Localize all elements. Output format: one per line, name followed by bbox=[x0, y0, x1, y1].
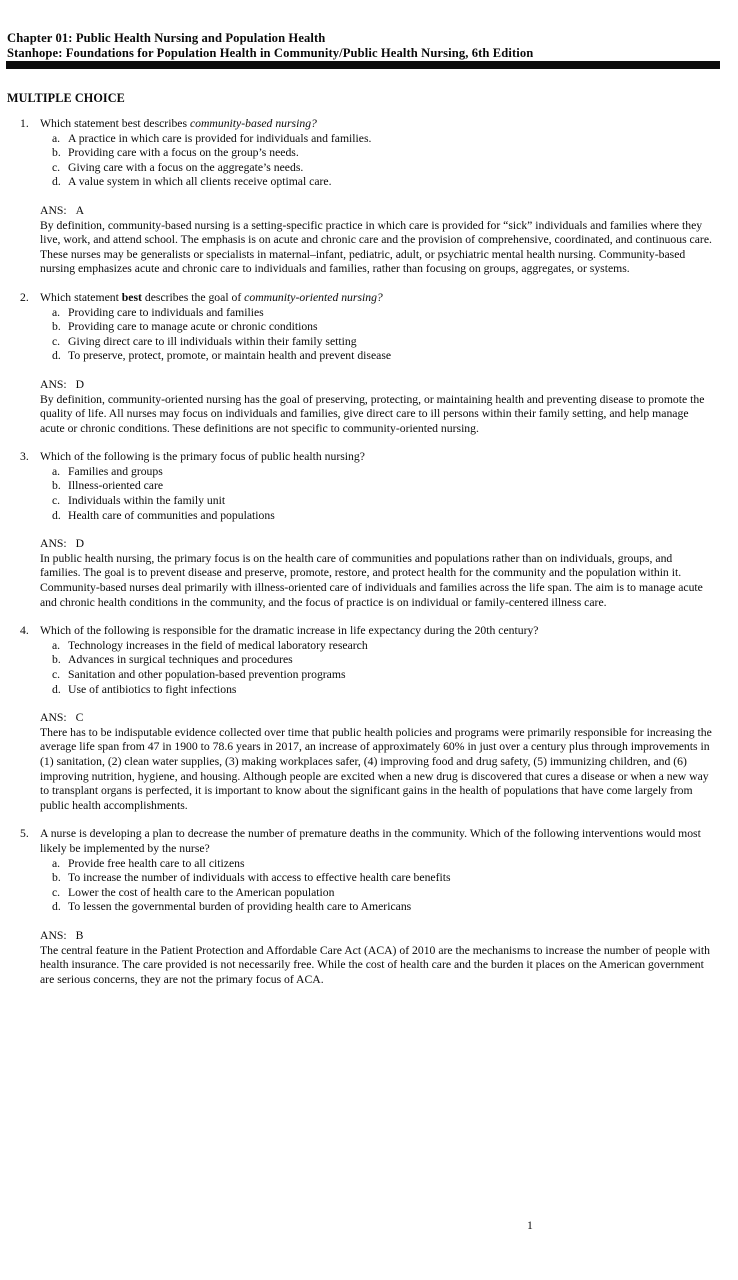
question-block bbox=[0, 827, 738, 987]
question-number: 5. bbox=[20, 827, 29, 841]
option-text: Families and groups bbox=[68, 464, 163, 478]
option-letter: b. bbox=[52, 146, 61, 160]
option-letter: a. bbox=[52, 638, 61, 652]
question-body bbox=[40, 624, 712, 813]
question-number: 1. bbox=[20, 117, 29, 130]
question-stem bbox=[40, 450, 712, 465]
option-text: Advances in surgical techniques and procedures bbox=[68, 653, 293, 667]
option-letter: b. bbox=[52, 871, 61, 885]
option-letter: a. bbox=[52, 305, 61, 319]
answer-line bbox=[40, 378, 712, 393]
stem-segment: best bbox=[121, 290, 142, 304]
answer-label: ANS: bbox=[40, 928, 67, 942]
option-text: Providing care to individuals and families bbox=[68, 305, 264, 319]
rationale: There has to be indisputable evidence collected over time that public health policies and programs were primarily responsible for increasing the average life span from 47 in 1900 to 78.6 years in 2017, an increase of approximately 60% in just over a century plus through improvements in (1) sanitation, (2) clean water supplies, (3) making workplaces safer, (4) improving food and drug safety, (5) immunizing children, and (6) improving nutrition, hygiene, and housing. Although people are excited when a new drug is discovered that cures a disease or when a new way to transplant organs is perfected, it is important to know about the significant gains in the health of populations that have come largely from public health accomplishments. bbox=[40, 725, 712, 812]
option-text: Lower the cost of health care to the American population bbox=[68, 885, 335, 899]
question-stem bbox=[40, 827, 712, 856]
option-row bbox=[40, 857, 712, 872]
option-letter: d. bbox=[52, 175, 61, 189]
question-stem bbox=[40, 291, 712, 306]
answer-letter: C bbox=[75, 711, 84, 725]
question-body bbox=[40, 291, 712, 436]
rationale: In public health nursing, the primary focus is on the health care of communities and populations rather than on individuals, groups, and families. The goal is to prevent disease and preserve, promote, restore, and protect health for the community and the population within it. Community-based nurses deal primarily with illness-oriented care of individuals and families across the life span. The aim is to manage acute and chronic health conditions in the community, and the focus of practice is on individual or family-centered illness care. bbox=[40, 551, 703, 609]
option-row bbox=[40, 465, 712, 480]
answer-letter: D bbox=[75, 377, 85, 391]
option-text: Sanitation and other population-based prevention programs bbox=[68, 668, 346, 681]
option-row bbox=[40, 306, 712, 321]
question-block bbox=[0, 450, 738, 610]
stem-segment: Which statement best describes bbox=[40, 117, 190, 130]
option-text: To increase the number of individuals with access to effective health care benefits bbox=[68, 871, 451, 885]
answer-label: ANS: bbox=[40, 203, 67, 217]
question-number: 3. bbox=[20, 450, 29, 464]
option-row bbox=[40, 349, 712, 364]
stem-segment: A nurse is developing a plan to decrease the number of premature deaths in the community. Which of the following interventions would most likely be implemented by the nurse? bbox=[40, 827, 701, 855]
option-letter: b. bbox=[52, 653, 61, 667]
options-list bbox=[40, 465, 712, 523]
stem-segment: describes the goal of bbox=[141, 290, 245, 304]
question-row bbox=[0, 624, 712, 813]
book-title: Stanhope: Foundations for Population Health in Community/Public Health Nursing, 6th Edition bbox=[7, 46, 534, 60]
option-text: Use of antibiotics to fight infections bbox=[68, 682, 237, 696]
option-row bbox=[40, 871, 712, 886]
question-row bbox=[0, 117, 712, 277]
stem-segment: Which of the following is the primary focus of public health nursing? bbox=[40, 450, 365, 464]
question-row bbox=[0, 291, 712, 436]
question-block bbox=[0, 117, 738, 277]
option-text: Providing care to manage acute or chronic conditions bbox=[68, 320, 318, 334]
answer-label: ANS: bbox=[40, 377, 67, 391]
question-stem bbox=[40, 117, 712, 132]
option-letter: c. bbox=[52, 668, 61, 681]
document-header bbox=[7, 31, 730, 61]
option-row bbox=[40, 479, 712, 494]
option-letter: a. bbox=[52, 856, 61, 870]
chapter-title: Chapter 01: Public Health Nursing and Population Health bbox=[7, 31, 326, 45]
question-block bbox=[0, 291, 738, 436]
option-letter: b. bbox=[52, 479, 61, 493]
option-text: Individuals within the family unit bbox=[68, 494, 226, 508]
stem-segment: community-oriented nursing? bbox=[244, 290, 383, 304]
option-row bbox=[40, 900, 712, 915]
answer-label: ANS: bbox=[40, 537, 67, 551]
question-row bbox=[0, 450, 712, 610]
stem-segment: community-based nursing? bbox=[189, 117, 317, 130]
option-letter: c. bbox=[52, 885, 61, 899]
answer-letter: B bbox=[75, 928, 84, 942]
answer-line bbox=[40, 537, 712, 552]
option-text: A practice in which care is provided for individuals and families. bbox=[68, 131, 372, 145]
option-row bbox=[40, 683, 712, 698]
option-letter: c. bbox=[52, 494, 61, 508]
stem-segment: Which statement bbox=[40, 290, 122, 304]
rationale: By definition, community-oriented nursing has the goal of preserving, protecting, or maintaining health and preventing disease to promote the quality of life. All nurses may focus on individuals and families, give direct care to ill persons within their family setting, and help manage acute or chronic conditions. These definitions are not specific to community-oriented nursing. bbox=[40, 392, 705, 435]
option-row bbox=[40, 175, 712, 190]
option-row bbox=[40, 146, 712, 161]
option-row bbox=[40, 668, 712, 683]
option-letter: d. bbox=[52, 349, 61, 363]
option-row bbox=[40, 335, 712, 350]
answer-letter: D bbox=[75, 537, 85, 551]
stem-segment: Which of the following is responsible for the dramatic increase in life expectancy during the 20th century? bbox=[40, 624, 539, 638]
options-list bbox=[40, 306, 712, 364]
header-divider-rule bbox=[6, 61, 720, 69]
option-letter: c. bbox=[52, 160, 61, 174]
option-row bbox=[40, 161, 712, 176]
option-row bbox=[40, 886, 712, 901]
question-body bbox=[40, 827, 712, 987]
rationale: By definition, community-based nursing is a setting-specific practice in which care is provided for “sick” individuals and families where they live, work, and attend school. The emphasis is on acute and chronic care and the provision of comprehensive, coordinated, and continuous care. These nurses may be generalists or specialists in maternal–infant, pediatric, adult, or psychiatric mental health nursing. Community-based nursing emphasizes acute and chronic care to individuals and families, rather than focusing on groups, aggregates, or systems. bbox=[40, 218, 712, 276]
question-row bbox=[0, 827, 712, 987]
option-row bbox=[40, 509, 712, 524]
section-title: MULTIPLE CHOICE bbox=[7, 91, 125, 105]
option-row bbox=[40, 639, 712, 654]
option-letter: a. bbox=[52, 464, 61, 478]
option-letter: d. bbox=[52, 900, 61, 914]
option-text: Illness-oriented care bbox=[68, 479, 164, 493]
answer-line bbox=[40, 929, 712, 944]
answer-line bbox=[40, 711, 712, 726]
option-row bbox=[40, 494, 712, 509]
option-text: To preserve, protect, promote, or maintain health and prevent disease bbox=[68, 349, 392, 363]
option-letter: a. bbox=[52, 131, 61, 145]
option-row bbox=[40, 653, 712, 668]
question-block bbox=[0, 624, 738, 813]
option-text: Giving care with a focus on the aggregate’s needs. bbox=[68, 160, 304, 174]
answer-label: ANS: bbox=[40, 711, 67, 725]
answer-letter: A bbox=[75, 203, 85, 217]
question-body bbox=[40, 117, 712, 277]
option-text: To lessen the governmental burden of providing health care to Americans bbox=[68, 900, 412, 914]
option-text: Technology increases in the field of medical laboratory research bbox=[68, 638, 368, 652]
option-row bbox=[40, 320, 712, 335]
option-text: Giving direct care to ill individuals within their family setting bbox=[68, 334, 357, 348]
options-list bbox=[40, 857, 712, 915]
option-text: Provide free health care to all citizens bbox=[68, 856, 245, 870]
rationale: The central feature in the Patient Protection and Affordable Care Act (ACA) of 2010 are the mechanisms to increase the number of people with health insurance. The care provided is not necessarily free. While the cost of health care and the burden it places on the American government are serious concerns, they are not the primary focus of ACA. bbox=[40, 943, 710, 986]
option-letter: d. bbox=[52, 508, 61, 522]
question-body bbox=[40, 450, 712, 610]
page-number: 1 bbox=[527, 1219, 533, 1232]
option-letter: d. bbox=[52, 682, 61, 696]
option-letter: c. bbox=[52, 334, 61, 348]
options-list bbox=[40, 132, 712, 190]
questions-list bbox=[0, 117, 738, 1001]
question-stem bbox=[40, 624, 712, 639]
option-row bbox=[40, 132, 712, 147]
question-number: 2. bbox=[20, 290, 29, 304]
options-list bbox=[40, 639, 712, 697]
answer-line bbox=[40, 204, 712, 219]
option-text: Providing care with a focus on the group’s needs. bbox=[68, 146, 299, 160]
option-letter: b. bbox=[52, 320, 61, 334]
option-text: Health care of communities and populations bbox=[68, 508, 275, 522]
question-number: 4. bbox=[20, 624, 29, 638]
option-text: A value system in which all clients receive optimal care. bbox=[68, 175, 332, 189]
